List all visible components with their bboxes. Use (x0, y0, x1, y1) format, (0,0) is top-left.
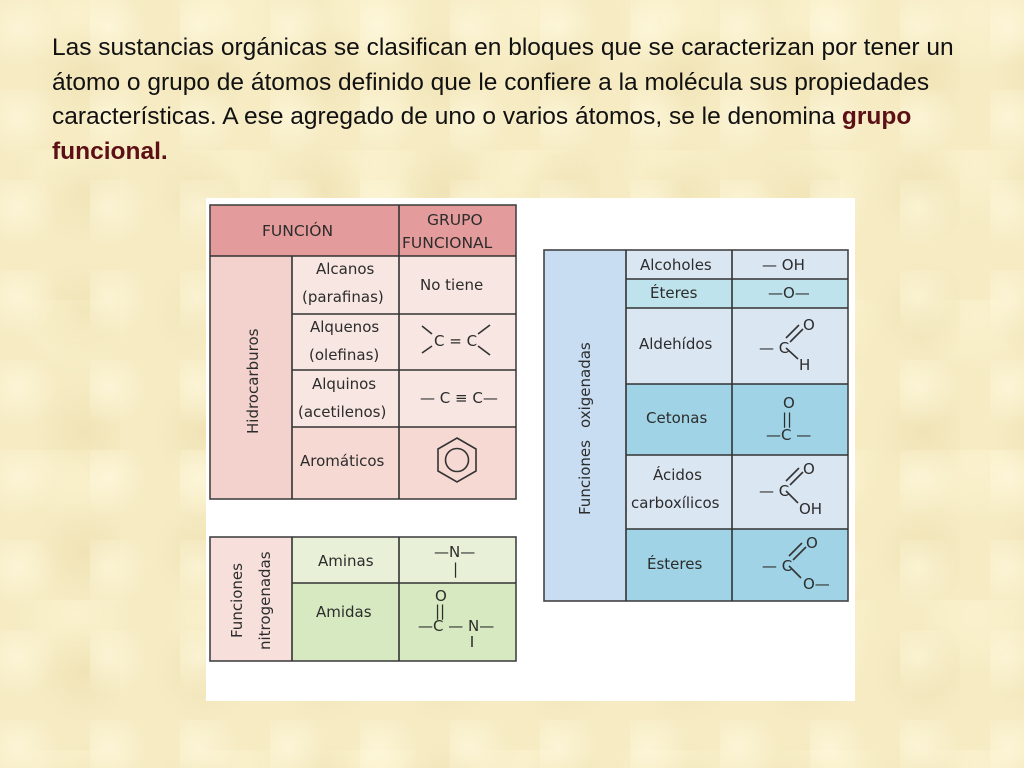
functional-groups-figure (206, 198, 855, 701)
intro-highlight: grupo funcional. (52, 103, 912, 165)
header-group-line2: FUNCIONAL (402, 234, 493, 252)
row-aminas: Aminas (318, 552, 374, 570)
aldehyde-c: — C (759, 339, 790, 357)
row-acidos-line1: Ácidos (653, 466, 702, 484)
ester-o2: O— (803, 575, 830, 593)
hydrocarbons-table (210, 205, 516, 499)
row-cetonas: Cetonas (646, 409, 708, 427)
row-esteres: Ésteres (647, 555, 703, 573)
ester-c: — C (762, 557, 793, 575)
row-acidos-line2: carboxílicos (631, 494, 720, 512)
row-alquenos-line2: (olefinas) (309, 346, 380, 364)
header-function: FUNCIÓN (262, 222, 334, 240)
category-hydrocarbons: Hidrocarburos (244, 328, 262, 434)
group-alkyne: — C ≡ C— (420, 389, 498, 407)
carboxyl-oh: OH (799, 500, 823, 518)
intro-text: Las sustancias orgánicas se clasifican en bloques que se caracterizan por tener un átomo o grupo de átomos definido que le confiere a la molécula sus propiedades características. A ese agregado de uno o varios átomos, se le denomina (52, 34, 954, 130)
carboxyl-c: — C (759, 482, 790, 500)
carboxyl-o: O (803, 460, 815, 478)
row-aromaticos: Aromáticos (300, 452, 385, 470)
amine-group-bottom: | (453, 560, 459, 578)
intro-paragraph (52, 31, 982, 169)
ketone-o: O (783, 394, 795, 412)
category-oxygen-line2: oxigenadas (576, 342, 594, 428)
group-ether: —O— (768, 284, 810, 302)
aldehyde-h: H (799, 356, 811, 374)
category-nitrogen-line1: Funciones (228, 563, 246, 638)
category-oxygen-line1: Funciones (576, 440, 594, 515)
amine-group-top: —N— (434, 543, 476, 561)
aldehyde-o: O (803, 316, 815, 334)
group-alcohol: — OH (762, 256, 805, 274)
row-alcanos-line1: Alcanos (316, 260, 375, 278)
row-alquinos-line2: (acetilenos) (298, 403, 387, 421)
amide-group-o: O (435, 587, 447, 605)
row-alquenos-line1: Alquenos (310, 318, 380, 336)
oxygen-table (544, 250, 848, 601)
ketone-c: —C — (766, 426, 812, 444)
ester-o: O (806, 534, 818, 552)
ketone-bond: || (782, 410, 793, 428)
header-group-line1: GRUPO (427, 211, 483, 229)
row-alquinos-line1: Alquinos (312, 375, 377, 393)
group-no-tiene: No tiene (420, 276, 484, 294)
row-amidas: Amidas (316, 603, 372, 621)
row-alcanos-line2: (parafinas) (302, 288, 384, 306)
category-nitrogen-line2: nitrogenadas (256, 551, 274, 650)
amide-group-bond: || (435, 602, 446, 620)
group-alkene: C = C (434, 332, 478, 350)
nitrogen-table (210, 537, 516, 661)
row-alcoholes: Alcoholes (640, 256, 712, 274)
amide-group-chain: —C — N— (418, 617, 495, 635)
row-aldehidos: Aldehídos (639, 335, 713, 353)
row-eteres: Éteres (650, 284, 698, 302)
